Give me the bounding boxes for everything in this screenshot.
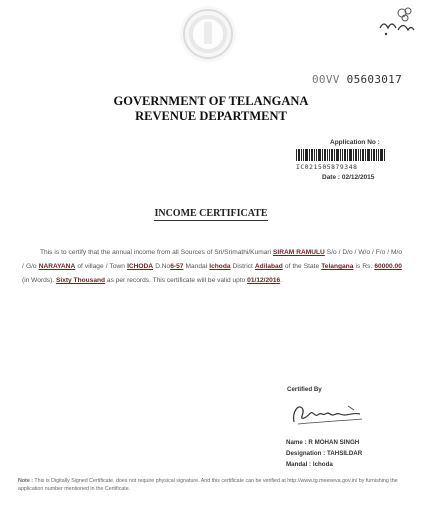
- body-text-1: This is to certify that the annual income from all Sources of Sri/Srimathi/Kumari: [40, 249, 272, 256]
- applicant-name: SIRAM RAMULU: [273, 249, 325, 256]
- signatory-mandal-label: Mandal :: [286, 461, 312, 468]
- certificate-body: [22, 246, 402, 288]
- body-text-8: is Rs.: [355, 263, 373, 270]
- door-number: 6-57: [170, 263, 184, 270]
- body-text-6: District: [232, 263, 253, 270]
- body-text-7: of the State: [284, 263, 320, 270]
- government-title: GOVERNMENT OF TELANGANA: [113, 94, 309, 108]
- village-name: ICHODA: [127, 263, 154, 270]
- department-title: REVENUE DEPARTMENT: [135, 109, 287, 123]
- body-text-4: D.No: [155, 263, 171, 270]
- father-name: NARAYANA: [38, 263, 76, 270]
- designation-label: Designation :: [286, 450, 326, 457]
- signatory-name: [286, 439, 359, 446]
- state-name: Telangana: [321, 263, 354, 270]
- signature-icon: [288, 392, 368, 428]
- note-label: Note :: [18, 478, 34, 484]
- application-label: Application No :: [330, 139, 380, 146]
- signatory-mandal-value: Ichoda: [312, 461, 333, 468]
- signatory-designation: [286, 450, 362, 457]
- date-value: 02/12/2015: [341, 174, 375, 181]
- body-text-11: .: [280, 277, 283, 284]
- note-text: This is Digitally Signed Certificate, does not require physical signature. And this certificate can be verified at http://www.tg.meeseva.gov.in/ by furnishing the application number mentioned in the Certificate.: [18, 478, 398, 492]
- body-text-10: as per records. This certificate will be valid upto: [106, 277, 246, 284]
- income-amount: 60000.00: [374, 263, 402, 270]
- signatory-name-value: R MOHAN SINGH: [308, 439, 360, 446]
- signatory-mandal: [286, 461, 333, 468]
- body-text-9: (in Words).: [22, 277, 55, 284]
- district-name: Adilabad: [254, 263, 283, 270]
- barcode-icon: [296, 149, 386, 161]
- meeseva-logo: [376, 4, 416, 40]
- serial-value: 05603017: [346, 73, 403, 86]
- mandal-name: Ichoda: [209, 263, 231, 270]
- serial-number: [312, 73, 402, 86]
- body-text-3: of village / Town: [77, 263, 125, 270]
- signatory-name-label: Name :: [286, 439, 307, 446]
- designation-value: TAHSILDAR: [326, 450, 363, 457]
- meeseva-logo-icon: [376, 4, 416, 40]
- state-emblem: [180, 6, 236, 62]
- issue-date: [322, 174, 374, 181]
- body-text-5: Mandal: [185, 263, 208, 270]
- certified-by-label: Certified By: [287, 386, 322, 393]
- application-number: IC021505879348: [296, 164, 358, 171]
- date-label: Date :: [322, 174, 341, 181]
- body-text-2: S/o / D/o / W/o / F/o / M/o / G/o: [22, 249, 402, 270]
- valid-upto-date: 01/12/2016: [247, 277, 281, 284]
- footer-note: [18, 477, 398, 493]
- certificate-title-text: INCOME CERTIFICATE: [154, 208, 268, 219]
- certificate-title: [0, 208, 422, 219]
- emblem-icon: [180, 6, 236, 62]
- income-words: Sixty Thousand: [55, 277, 106, 284]
- serial-prefix: 00VV: [312, 73, 340, 86]
